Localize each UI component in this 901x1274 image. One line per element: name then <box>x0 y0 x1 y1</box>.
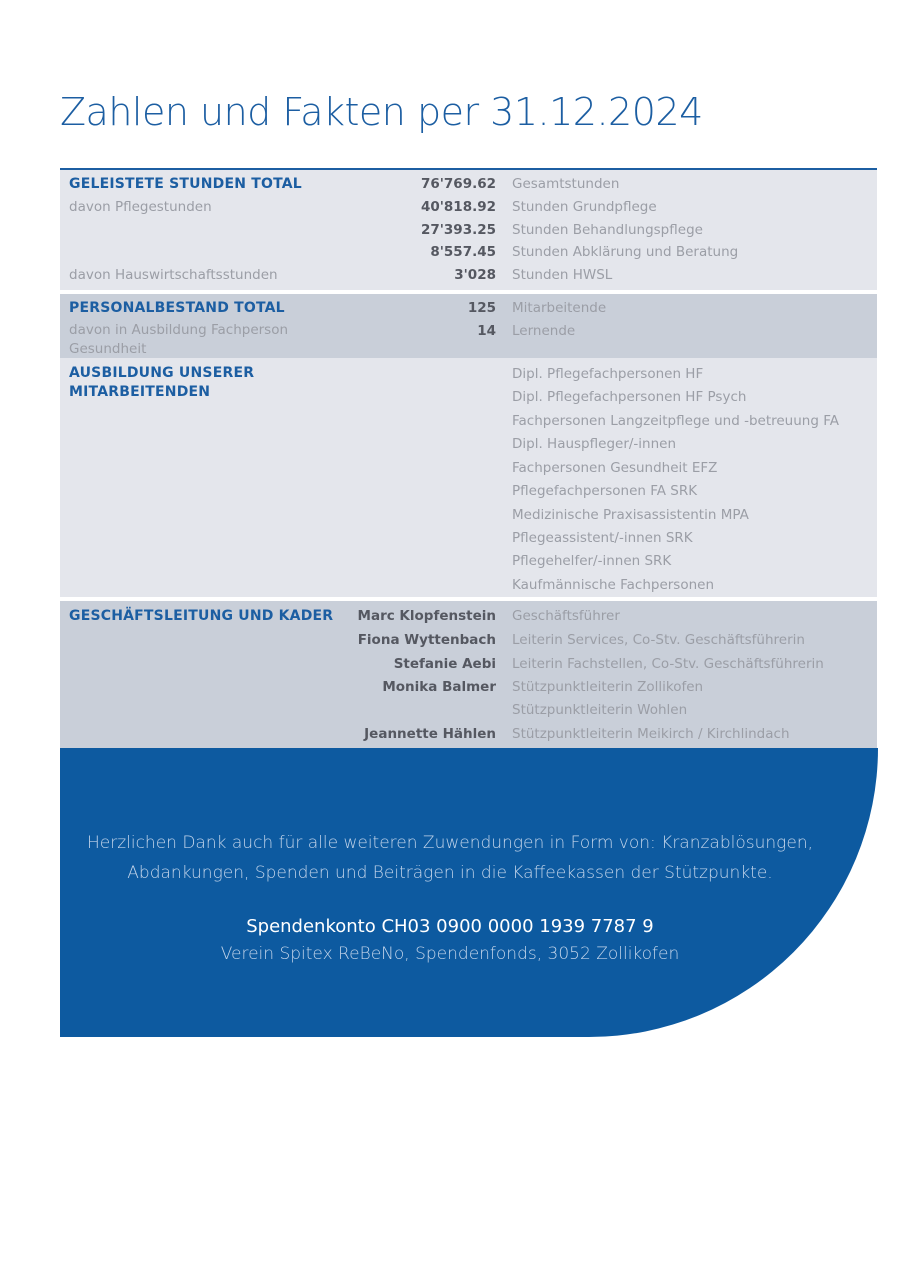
training-item-label: Dipl. Hauspfleger/-innen <box>512 436 677 452</box>
training-section <box>60 358 877 597</box>
care-row-1 <box>60 197 877 217</box>
management-row <box>60 677 877 697</box>
donation-account: Spendenkonto CH03 0900 0000 1939 7787 9 <box>246 916 654 937</box>
training-item-label: Pflegehelfer/-innen SRK <box>512 553 672 569</box>
management-role: Stützpunktleiterin Zollikofen <box>512 679 704 695</box>
trainee-label: davon in Ausbildung Fachperson Gesundheit <box>69 322 289 357</box>
management-heading: GESCHÄFTSLEITUNG UND KADER <box>69 608 334 624</box>
trainee-value: 14 <box>477 323 496 339</box>
training-item-label: Pflegefachpersonen FA SRK <box>512 483 698 499</box>
household-label: davon Hauswirtschaftsstunden <box>69 267 278 283</box>
hours-total-row <box>60 174 877 194</box>
thanks-line-2: Abdankungen, Spenden und Beiträgen in die Kaffeekassen der Stützpunkte. <box>127 863 773 883</box>
trainee-row <box>60 321 877 357</box>
management-row <box>60 654 877 674</box>
household-row <box>60 265 877 285</box>
care-row-3 <box>60 242 877 262</box>
management-name: Stefanie Aebi <box>393 656 496 672</box>
management-row <box>60 630 877 650</box>
training-item-label: Dipl. Pflegefachpersonen HF <box>512 366 704 382</box>
training-item <box>60 387 877 407</box>
care-value-2: 27'393.25 <box>420 222 496 238</box>
training-item-label: Fachpersonen Gesundheit EFZ <box>512 460 718 476</box>
care-desc-3: Stunden Abklärung und Beratung <box>512 244 739 260</box>
training-item <box>60 528 877 548</box>
management-row <box>60 606 877 626</box>
trainee-desc: Lernende <box>512 323 576 339</box>
thanks-line-1: Herzlichen Dank auch für alle weiteren Zuwendungen in Form von: Kranzablösungen, <box>86 833 813 853</box>
management-row <box>60 700 877 720</box>
management-name: Fiona Wyttenbach <box>357 632 496 648</box>
training-item <box>60 458 877 478</box>
hours-total-desc: Gesamtstunden <box>512 176 620 192</box>
staff-total-desc: Mitarbeitende <box>512 300 607 316</box>
hours-heading: GELEISTETE STUNDEN TOTAL <box>69 176 302 192</box>
care-value-3: 8'557.45 <box>430 244 496 260</box>
training-item <box>60 364 877 384</box>
management-role: Stützpunktleiterin Meikirch / Kirchlindach <box>512 726 790 742</box>
management-name: Monika Balmer <box>382 679 496 695</box>
training-item-label: Dipl. Pflegefachpersonen HF Psych <box>512 389 747 405</box>
management-section <box>60 601 877 748</box>
care-desc-1: Stunden Grundpflege <box>512 199 657 215</box>
page-title: Zahlen und Fakten per 31.12.2024 <box>60 90 703 134</box>
training-item <box>60 505 877 525</box>
training-item-label: Pflegeassistent/-innen SRK <box>512 530 693 546</box>
training-item-label: Medizinische Praxisassistentin MPA <box>512 507 749 523</box>
training-item <box>60 411 877 431</box>
donation-banner <box>60 748 878 1037</box>
training-item-label: Fachpersonen Langzeitpflege und -betreuung FA <box>512 413 839 429</box>
training-item <box>60 434 877 454</box>
household-desc: Stunden HWSL <box>512 267 613 283</box>
household-value: 3'028 <box>454 267 496 283</box>
training-item <box>60 575 877 595</box>
management-role: Leiterin Fachstellen, Co-Stv. Geschäftsführerin <box>512 656 824 672</box>
management-row <box>60 724 877 744</box>
staff-total-value: 125 <box>467 300 496 316</box>
care-hours-label: davon Pflegestunden <box>69 199 212 215</box>
staff-heading: PERSONALBESTAND TOTAL <box>69 300 285 316</box>
donation-organization: Verein Spitex ReBeNo, Spendenfonds, 3052 Zollikofen <box>220 944 680 964</box>
management-role: Leiterin Services, Co-Stv. Geschäftsführerin <box>512 632 805 648</box>
hours-total-value: 76'769.62 <box>420 176 496 192</box>
training-item-label: Kaufmännische Fachpersonen <box>512 577 715 593</box>
training-heading: AUSBILDUNG UNSERER MITARBEITENDEN <box>69 365 255 400</box>
management-role: Geschäftsführer <box>512 608 620 624</box>
training-item <box>60 481 877 501</box>
management-name: Marc Klopfenstein <box>357 608 496 624</box>
staff-section <box>60 294 877 358</box>
facts-table <box>60 170 877 748</box>
management-role: Stützpunktleiterin Wohlen <box>512 702 688 718</box>
care-row-2 <box>60 220 877 240</box>
thanks-text <box>60 828 840 888</box>
hours-section <box>60 170 877 290</box>
management-name: Jeannette Hählen <box>364 726 496 742</box>
staff-total-row <box>60 298 877 318</box>
training-item <box>60 551 877 571</box>
care-desc-2: Stunden Behandlungspflege <box>512 222 703 238</box>
care-value-1: 40'818.92 <box>420 199 496 215</box>
